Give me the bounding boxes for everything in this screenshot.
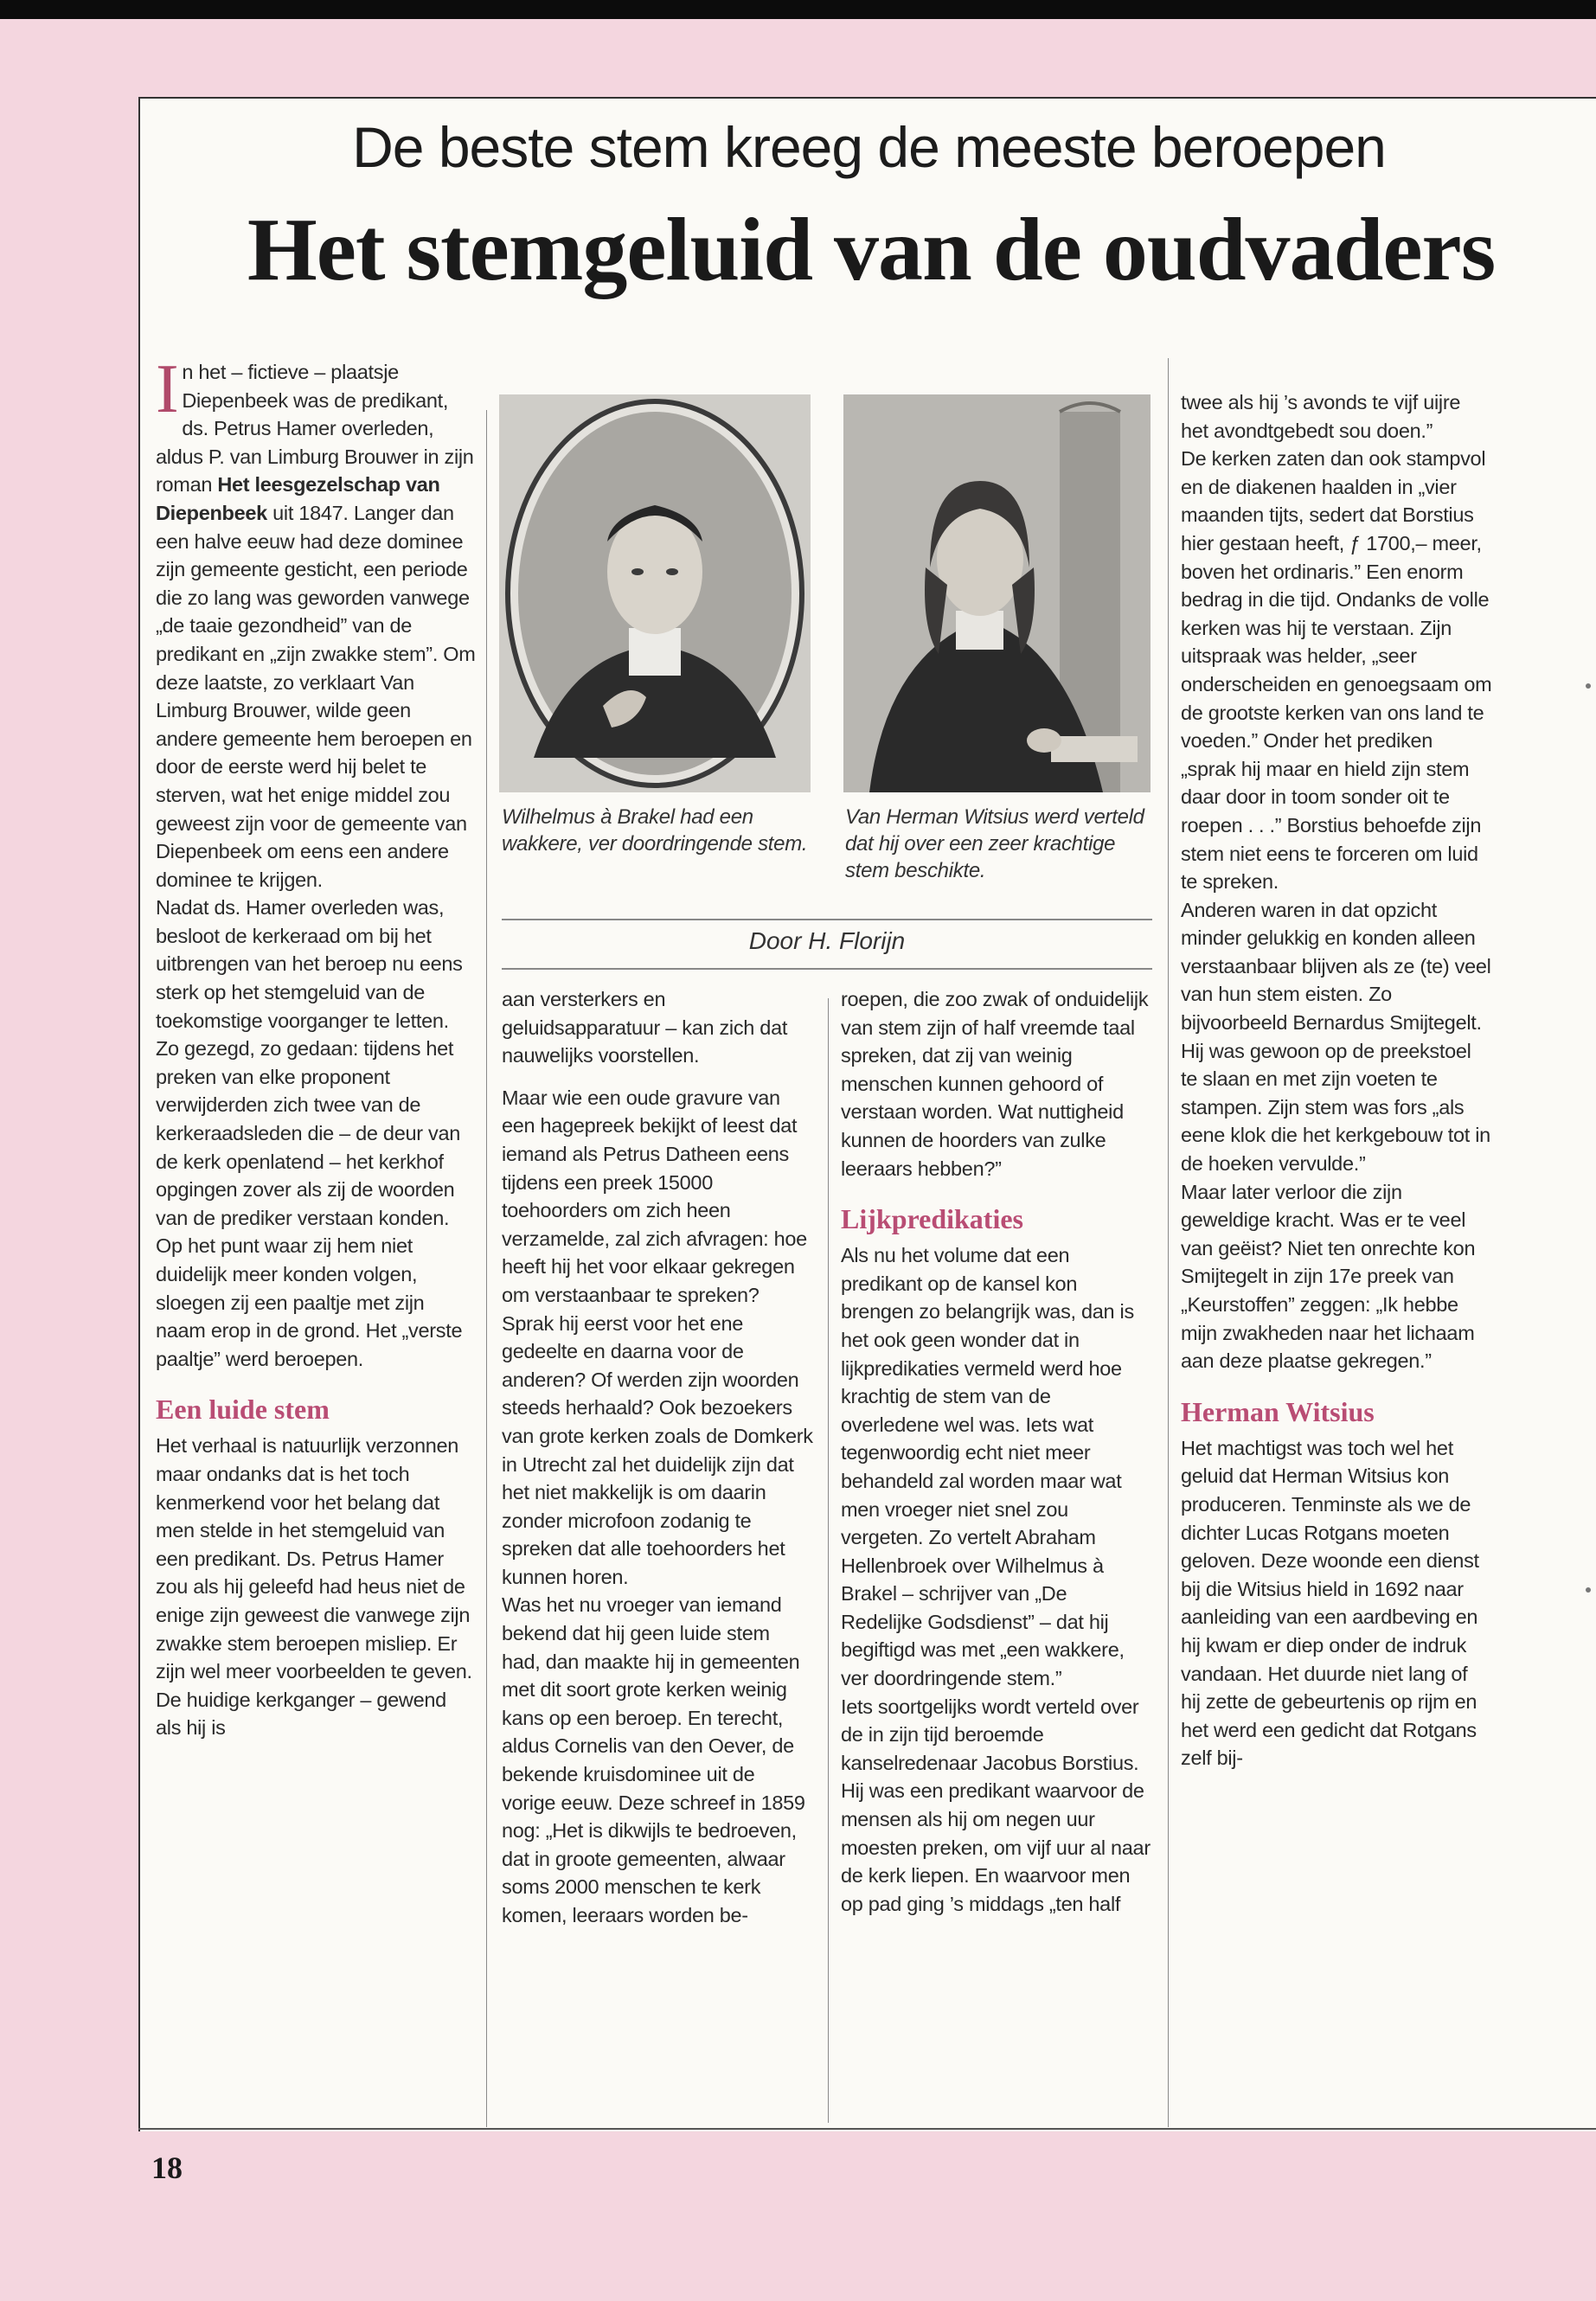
column-divider (1168, 358, 1169, 2127)
engraving-image (499, 394, 811, 792)
caption-witsius: Van Herman Witsius werd verteld dat hij over een zeer krachtige stem beschikte. (845, 805, 1144, 882)
page-number: 18 (151, 2150, 183, 2185)
paragraph: roepen, die zoo zwak of onduidelijk van stem zijn of half vreemde taal spreken, dat zij van weinig menschen kunnen gehoord of verstaan worden. Wat nuttigheid kunnen de hoorders van zulke leeraars hebben?” (841, 988, 1149, 1180)
byline-rule-bottom (502, 968, 1152, 970)
byline-rule-top (502, 919, 1152, 920)
paragraph: Het machtigst was toch wel het geluid dat Herman Witsius kon produceren. Tenminste als we de dichter Lucas Rotgans moeten geloven. Deze woonde een dienst bij die Witsius hield in 1692 naar aanleiding van een aardbeving en hij kwam er diep onder de indruk vandaan. Het duurde niet lang of hij zette de gebeurtenis op rijm en het werd een gedicht dat Rotgans zelf bij- (1181, 1436, 1479, 1770)
paragraph: Anderen waren in dat opzicht minder gelukkig en konden alleen verstaanbaar blijven als ze (te) veel van hun stem eisten. Zo bijvoorbeeld Bernardus Smijtegelt. Hij was gewoon op de preekstoel te slaan en met zijn voeten te stampen. Zijn stem was fors „als eene klok die het kerkgebouw tot in de hoeken vervulde.” (1181, 898, 1491, 1176)
article-title: Het stemgeluid van de oudvaders (247, 200, 1496, 299)
portrait-wilhelmus-a-brakel (499, 394, 811, 792)
paragraph: aan versterkers en geluidsapparatuur – kan zich dat nauwelijks voorstellen. (502, 988, 788, 1067)
byline: Door H. Florijn (748, 927, 906, 954)
page-bottom-rule (138, 2128, 1596, 2130)
section-heading-lijkpredikaties: Lijkpredikaties (841, 1203, 1023, 1235)
paragraph: twee als hij ’s avonds te vijf uijre het avondtgebedt sou doen.” (1181, 391, 1461, 442)
paragraph: Maar wie een oude gravure van een hagepreek bekijkt of leest dat iemand als Petrus Datheen eens tijdens een preek 15000 toehoorders om zich heen verzamelde, zal zich afvragen: hoe heeft hij het voor elkaar gekregen om verstaanbaar te spreken? Sprak hij eerst voor het ene gedeelte en daarna voor de anderen? Of werden zijn woorden steeds herhaald? Ook bezoekers van grote kerken zoals de Domkerk in Utrecht zal het duidelijk zijn dat het niet makkelijk is om daarin zonder microfoon zodanig te spreken dat alle toehoorders het kunnen horen. (502, 1086, 813, 1588)
engraving-image (843, 394, 1151, 792)
column-divider (486, 410, 487, 2127)
scan-top-border (0, 0, 1596, 19)
text-column-3 (841, 985, 1152, 2118)
paragraph: Nadat ds. Hamer overleden was, besloot de kerkeraad om bij het uitbrengen van het beroep nu eens sterk op het stemgeluid van de toekomstige voorganger te letten. Zo gezegd, zo gedaan: tijdens het preken van elke proponent verwijderden zich twee van de kerkeraadsleden die – de deur van de kerk openlatend – het kerkhof opgingen zover als zij de woorden van de prediker verstaan konden. Op het punt waar zij hem niet duidelijk meer konden volgen, sloegen zij een paaltje met zijn naam erop in de grond. Het „verste paaltje” werd beroepen. (156, 896, 463, 1370)
portrait-herman-witsius (843, 394, 1151, 792)
caption-brakel: Wilhelmus à Brakel had een wakkere, ver doordringende stem. (502, 805, 808, 856)
book-title: Het leesgezelschap van Diepenbeek (156, 473, 440, 524)
scan-mark (1586, 1587, 1591, 1593)
intro-lead: n het – fictieve – plaatsje Diepenbeek was de predikant, ds. Petrus Hamer overleden, aldus P. van Limburg Brouwer in zijn roman (156, 361, 474, 497)
column-divider (828, 998, 829, 2123)
paragraph: Iets soortgelijks wordt verteld over de in zijn tijd beroemde kanselredenaar Jacobus Borstius. Hij was een predikant waarvoor de mensen als hij om negen uur moesten preken, om vijf uur al naar de kerk liepen. En waarvoor men op pad ging ’s middags „ten half (841, 1695, 1151, 1915)
section-heading-een-luide-stem: Een luide stem (156, 1394, 330, 1426)
paragraph: Maar later verloor die zijn geweldige kracht. Was er te veel van geëist? Niet ten onrechte kon Smijtegelt in zijn 17e preek van „Keurstoffen” zeggen: „Ik hebbe mijn zwakheden naar het lichaam aan deze plaatse gekregen.” (1181, 1180, 1476, 1373)
paragraph: De kerken zaten dan ook stampvol en de diakenen haalden in „vier maanden tijts, sedert dat Borstius hier gestaan heeft, ƒ 1700,– meer, boven het ordinaris.” Een enorm bedrag in die tijd. Ondanks de volle kerken was hij te verstaan. Zijn uitspraak was helder, „seer onderscheiden en genoegsaam om de grootste kerken van ons land te voeden.” Onder het prediken „sprak hij maar en hield zijn stem daar door in toom sonder oit te roepen . . .” Borstius behoefde zijn stem niet eens te forceren om luid te spreken. (1181, 447, 1492, 894)
text-column-4 (1181, 388, 1492, 2118)
intro-paragraph (156, 358, 476, 894)
text-column-1 (156, 358, 476, 2114)
scan-mark (1586, 683, 1591, 689)
drop-cap: I (156, 358, 179, 427)
paragraph: Was het nu vroeger van iemand bekend dat hij geen luide stem had, dan maakte hij in gemeenten met dit soort grote kerken weinig kans op een beroep. En terecht, aldus Cornelis van den Oever, de bekende kruisdominee uit de vorige eeuw. Deze schreef in 1859 nog: „Het is dikwijls te bedroeven, dat in groote gemeenten, alwaar soms 2000 menschen te kerk komen, leeraars worden be- (502, 1593, 805, 1926)
paragraph: Het verhaal is natuurlijk verzonnen maar ondanks dat is het toch kenmerkend voor het belang dat men stelde in het stemgeluid van een predikant. Ds. Petrus Hamer zou als hij geleefd had heus niet de enige zijn geweest die vanwege zijn zwakke stem beroepen misliep. Er zijn wel meer voorbeelden te geven. De huidige kerkganger – gewend als hij is (156, 1434, 472, 1740)
intro-rest: uit 1847. Langer dan een halve eeuw had deze dominee zijn gemeente gesticht, een periode die zo lang was geworden vanwege „de taaie gezondheid” van de predikant en „zijn zwakke stem”. Om deze laatste, zo verklaart Van Limburg Brouwer, wilde geen andere gemeente hem beroepen en door de eerste werd hij belet te sterven, wat het enige middel zou geweest zijn voor de gemeente van Diepenbeek om eens een andere dominee te krijgen. (156, 501, 476, 891)
section-heading-herman-witsius: Herman Witsius (1181, 1395, 1375, 1427)
paragraph: Als nu het volume dat een predikant op de kansel kon brengen zo belangrijk was, dan is het ook geen wonder dat in lijkpredikaties vermeld werd hoe krachtig de stem van de overledene wel was. Iets wat tegenwoordig echt niet meer behandeld zal worden maar wat men vroeger niet snel zou vergeten. Zo vertelt Abraham Hellenbroek over Wilhelmus à Brakel – schrijver van „De Redelijke Godsdienst” – dat hij begiftigd was met „een wakkere, ver doordringende stem.” (841, 1244, 1134, 1690)
text-column-2 (502, 985, 813, 2118)
magazine-page (138, 97, 1596, 2131)
article-subtitle: De beste stem kreeg de meeste beroepen (352, 115, 1386, 179)
